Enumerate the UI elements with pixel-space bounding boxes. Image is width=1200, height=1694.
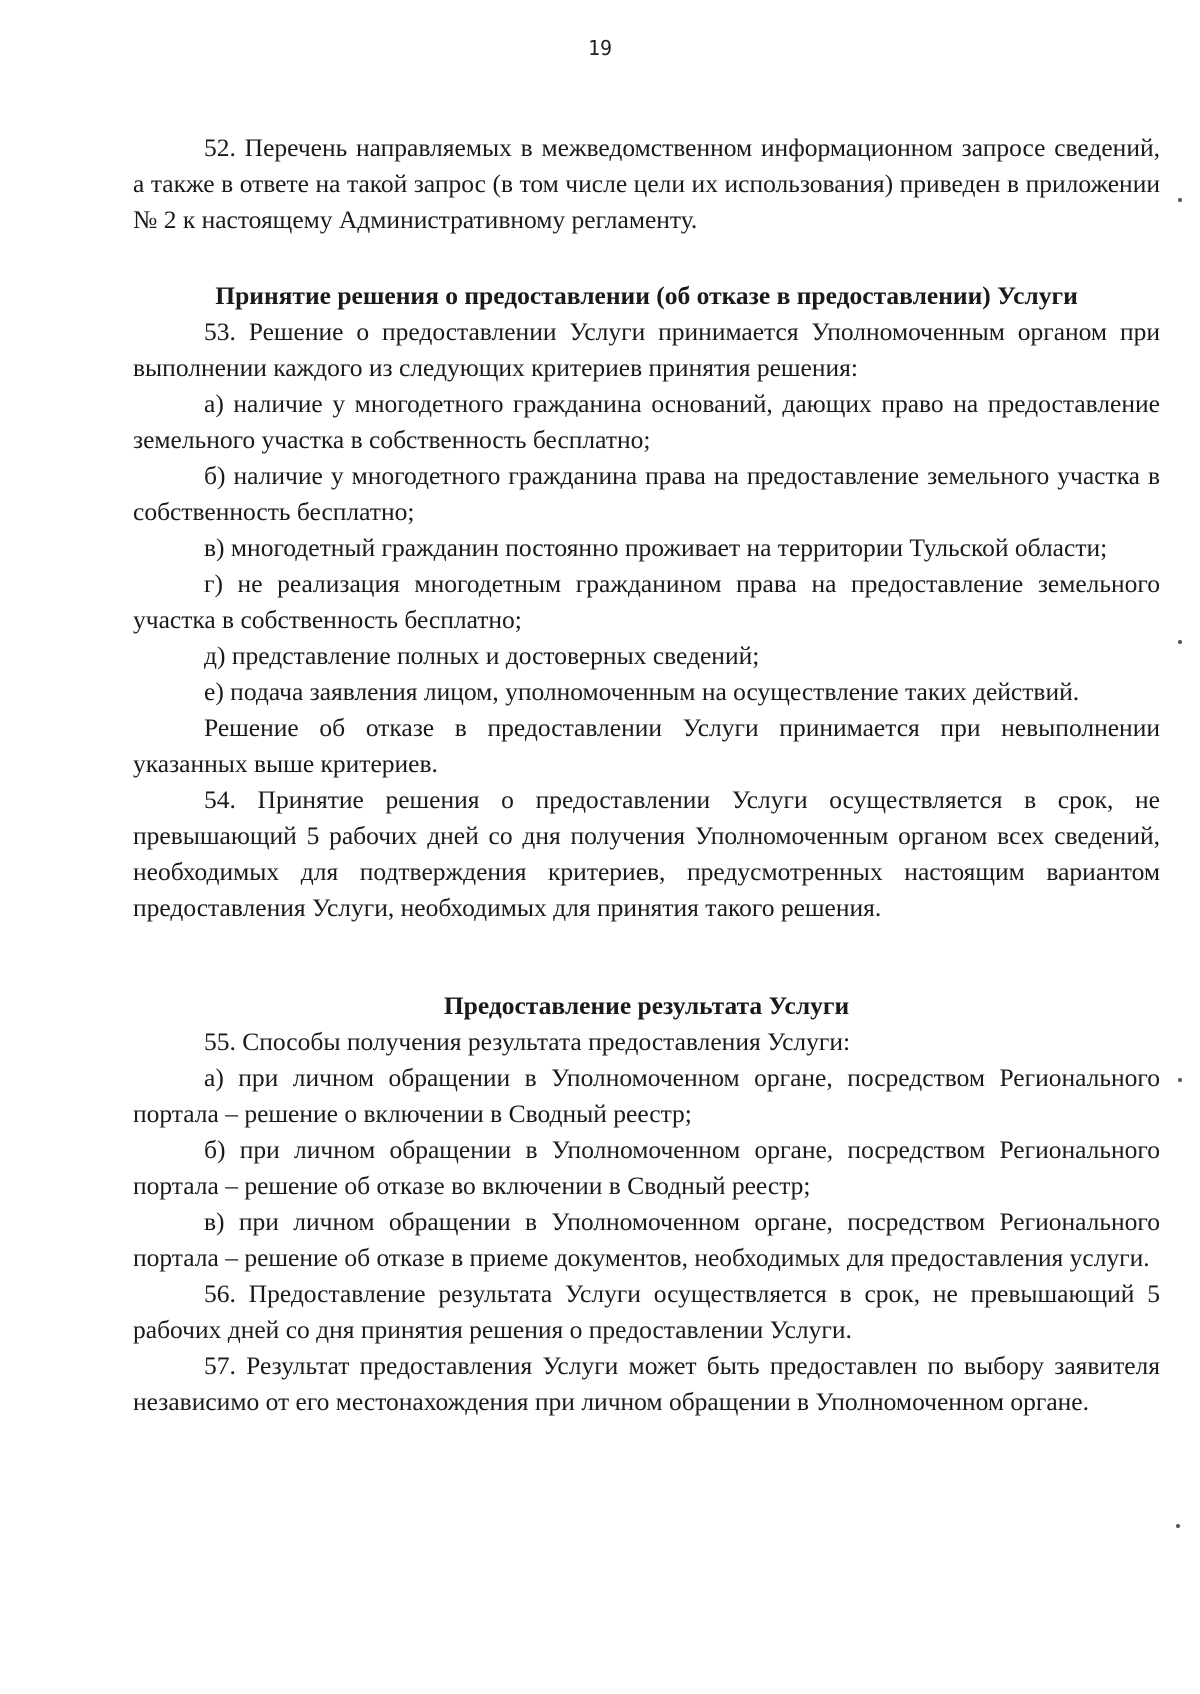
document-body — [133, 130, 1160, 1420]
page-number: 19 — [587, 36, 613, 60]
section-decision — [133, 314, 1160, 926]
paragraph-56: 56. Предоставление результата Услуги осуществляется в срок, не превышающий 5 рабочих дней со дня принятия решения о предоставлении Услуги. — [133, 1279, 1160, 1344]
list-item-d: д) представление полных и достоверных сведений; — [204, 641, 760, 670]
section-result — [133, 1024, 1160, 1420]
list-item-v: в) многодетный гражданин постоянно проживает на территории Тульской области; — [204, 533, 1108, 562]
scan-speck — [1178, 640, 1182, 644]
section-heading-decision: Принятие решения о предоставлении (об отказе в предоставлении) Услуги — [215, 281, 1078, 310]
spacer — [133, 238, 1160, 278]
paragraph-52: 52. Перечень направляемых в межведомственном информационном запросе сведений, а также в ответе на такой запрос (в том числе цели их использования) приведен в приложении № 2 к настоящему Административному регламенту. — [133, 133, 1160, 234]
list-item-b: б) наличие у многодетного гражданина права на предоставление земельного участка в собственность бесплатно; — [133, 461, 1160, 526]
spacer — [133, 926, 1160, 966]
section-intro — [133, 130, 1160, 238]
paragraph-55: 55. Способы получения результата предоставления Услуги: — [204, 1027, 851, 1056]
list-item-e: е) подача заявления лицом, уполномоченным на осуществление таких действий. — [204, 677, 1080, 706]
result-item-v: в) при личном обращении в Уполномоченном органе, посредством Регионального портала – решение об отказе в приеме документов, необходимых для предоставления услуги. — [133, 1207, 1160, 1272]
list-item-g: г) не реализация многодетным гражданином права на предоставление земельного участка в собственность бесплатно; — [133, 569, 1160, 634]
scan-speck — [1178, 1078, 1182, 1082]
list-item-a: а) наличие у многодетного гражданина оснований, дающих право на предоставление земельного участка в собственность бесплатно; — [133, 389, 1160, 454]
paragraph-53: 53. Решение о предоставлении Услуги принимается Уполномоченным органом при выполнении каждого из следующих критериев принятия решения: — [133, 317, 1160, 382]
spacer — [133, 966, 1160, 988]
scan-speck — [1176, 1524, 1180, 1528]
result-item-b: б) при личном обращении в Уполномоченном органе, посредством Регионального портала – решение об отказе во включении в Сводный реестр; — [133, 1135, 1160, 1200]
paragraph-57: 57. Результат предоставления Услуги может быть предоставлен по выбору заявителя независимо от его местонахождения при личном обращении в Уполномоченном органе. — [133, 1351, 1160, 1416]
section-heading-result: Предоставление результата Услуги — [443, 991, 850, 1020]
refusal-paragraph: Решение об отказе в предоставлении Услуги принимается при невыполнении указанных выше критериев. — [133, 713, 1160, 778]
result-item-a: а) при личном обращении в Уполномоченном органе, посредством Регионального портала – решение о включении в Сводный реестр; — [133, 1063, 1160, 1128]
scan-speck — [1178, 198, 1182, 202]
paragraph-54: 54. Принятие решения о предоставлении Услуги осуществляется в срок, не превышающий 5 рабочих дней со дня получения Уполномоченным органом всех сведений, необходимых для подтверждения критериев, предусмотренных настоящим вариантом предоставления Услуги, необходимых для принятия такого решения. — [133, 785, 1160, 922]
